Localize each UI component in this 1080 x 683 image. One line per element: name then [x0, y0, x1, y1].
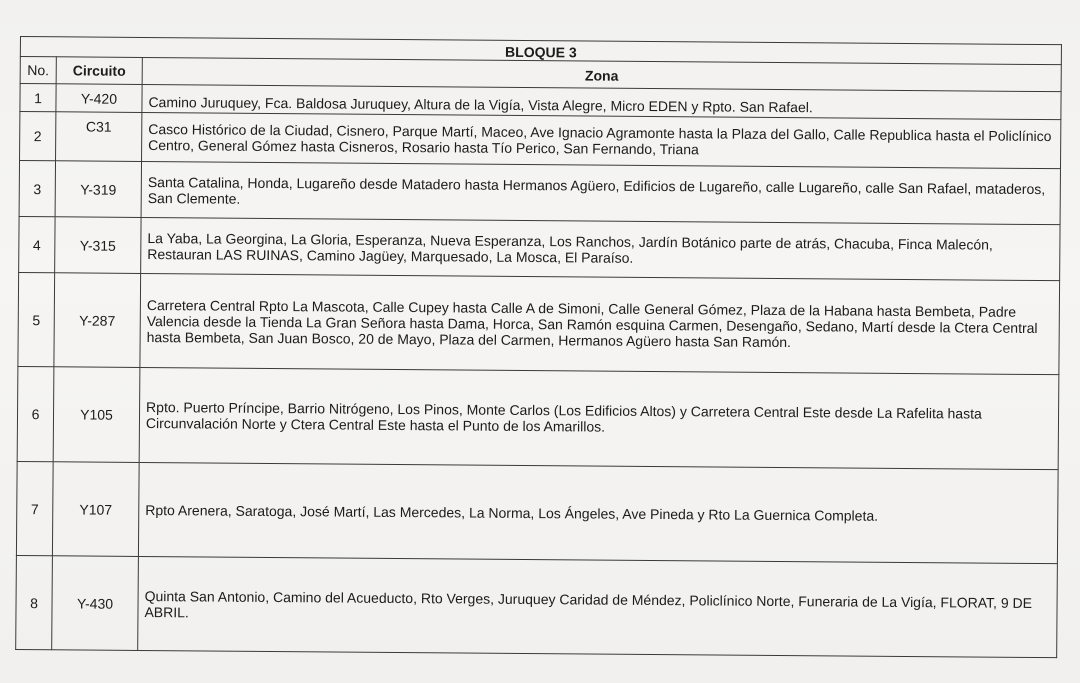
table-row — [20, 112, 1061, 169]
row-number: 3 — [19, 161, 55, 217]
row-circuito: Y-315 — [55, 217, 141, 274]
row-zona: Camino Juruquey, Fca. Baldosa Juruquey, Altura de la Vigía, Vista Alegre, Micro EDEN y Rpto. San Rafael. — [142, 84, 1061, 119]
row-circuito: Y107 — [52, 462, 139, 557]
table-title: BLOQUE 3 — [20, 37, 1061, 65]
table-row — [19, 161, 1060, 225]
row-zona: Quinta San Antonio, Camino del Acueducto, Rto Verges, Juruquey Caridad de Méndez, Policlínico Norte, Funeraria de La Vigía, FLORAT, 9 DE ABRIL. — [138, 556, 1058, 657]
row-number: 5 — [18, 272, 55, 366]
row-zona: Rpto. Puerto Príncipe, Barrio Nitrógeno, Los Pinos, Monte Carlos (Los Edificios Altos) y Carretera Central Este desde La Rafelita hasta Circunvalación Norte y Ctera Central Este hasta el Punto de los Amarillos. — [139, 367, 1059, 469]
row-zona: Carretera Central Rpto La Mascota, Calle Cupey hasta Calle A de Simoni, Calle General Gómez, Plaza de la Habana hasta Bembeta, Padre Valencia desde la Tienda La Gran Señora hasta Dama, Horca, San Ramón esquina Carmen, Desengaño, Sedano, Martí desde la Ctera Central hasta Bembeta, San Juan Bosco, 20 de Mayo, Plaza del Carmen, Hermanos Agüero hasta San Ramón. — [140, 273, 1060, 374]
table-row — [16, 555, 1058, 657]
row-number: 8 — [16, 555, 53, 649]
row-circuito: Y105 — [53, 367, 140, 463]
header-no: No. — [20, 57, 56, 84]
table-row — [19, 216, 1060, 280]
row-zona: Casco Histórico de la Ciudad, Cisnero, Parque Martí, Maceo, Ave Ignacio Agramonte hasta la Plaza del Gallo, Calle Republica hasta el Policlínico Centro, General Gómez hasta Cisneros, Rosario hasta Tío Perico, San Fernando, Triana — [142, 112, 1061, 168]
row-zona: Santa Catalina, Honda, Lugareño desde Matadero hasta Hermanos Agüero, Edificios de Lugareño, calle Lugareño, calle San Rafael, mataderos, San Clemente. — [141, 161, 1060, 224]
row-number: 1 — [20, 84, 56, 112]
row-number: 6 — [17, 366, 54, 461]
row-zona: Rpto Arenera, Saratoga, José Martí, Las Mercedes, La Norma, Los Ángeles, Ave Pineda y Rto La Guernica Completa. — [138, 462, 1058, 563]
row-zona: La Yaba, La Georgina, La Gloria, Esperanza, Nueva Esperanza, Los Ranchos, Jardín Botánico parte de atrás, Chacuba, Finca Malecón, Restauran LAS RUINAS, Camino Jagüey, Marquesado, La Mosca, El Paraíso. — [141, 217, 1060, 280]
row-number: 4 — [19, 216, 55, 272]
table-row — [17, 366, 1059, 469]
table-row — [18, 272, 1060, 374]
row-circuito: Y-319 — [55, 161, 141, 218]
table-row — [16, 461, 1058, 563]
header-zona: Zona — [142, 57, 1061, 91]
row-circuito: Y-287 — [54, 273, 141, 368]
header-circuito: Circuito — [56, 57, 142, 85]
row-number: 7 — [16, 461, 53, 555]
bloque-table — [15, 36, 1062, 658]
row-circuito: Y-420 — [56, 84, 142, 113]
row-number: 2 — [20, 112, 56, 161]
row-circuito: Y-430 — [52, 556, 139, 651]
row-circuito: C31 — [56, 112, 142, 162]
